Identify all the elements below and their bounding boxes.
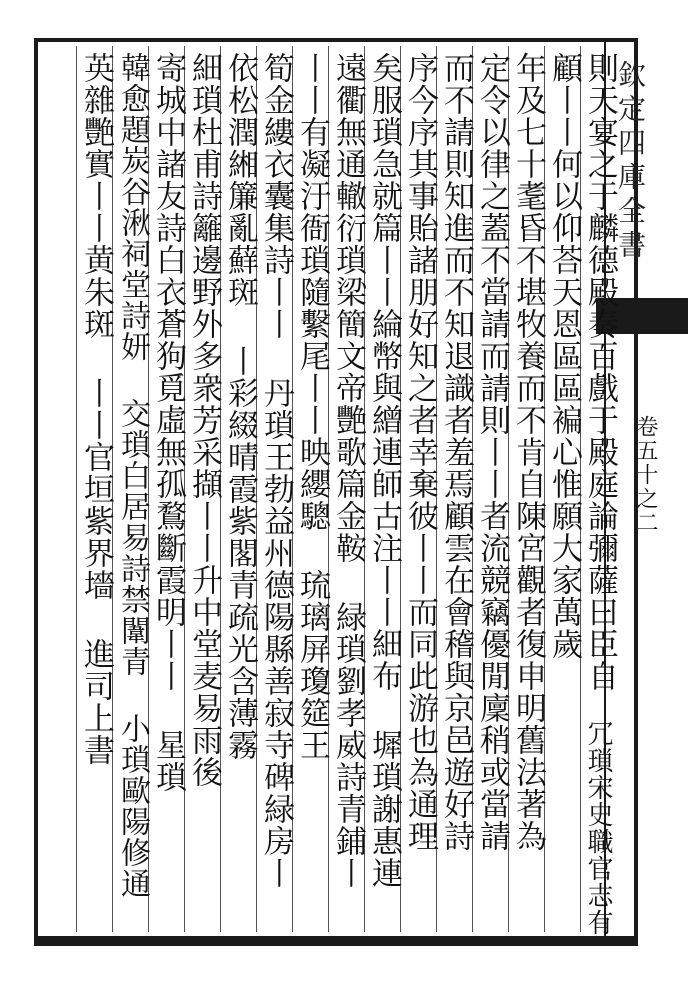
book-title: 欽定四庫全書 [614, 60, 647, 264]
volume-label: 卷五十之二 [633, 415, 658, 535]
text-column-4: 定令以律之蓋不當請而請則丨丨者流競竊優閒廩稍或當請 [474, 52, 510, 852]
text-column-2: 顧丨丨何以仰荅天恩區區褊心惟願大家萬歲 [546, 52, 582, 660]
text-column-5: 而不請則知進而不知退識者羞焉顧雲在會稽與京邑遊好詩 [438, 52, 474, 852]
text-column-6: 序今序其事貽諸朋好知之者幸棄彼丨丨而同此游也為通理 [402, 52, 438, 852]
text-column-14: 韓愈題炭谷湫祠堂詩妍 交瑣白居易詩禁闈青 小瑣歐陽修通 [115, 52, 150, 899]
text-column-11: 依松潤緗簾亂蘚斑 丨彩綴晴霞紫閣青疏光含薄霧 [222, 52, 258, 761]
text-column-15: 英雜艷實丨丨黄朱斑 丨丨官垣紫界墻 進司上書 [78, 52, 114, 766]
text-column-13: 寄城中諸友詩白衣蒼狗覓虛無孤鶩斷霞明丨丨 星瑣 [150, 52, 186, 793]
annotation-col7-tail [366, 880, 402, 883]
text-column-12: 細瑣杜甫詩籬邊野外多衆芳采擷丨丨升中堂麦易雨後 [186, 52, 222, 788]
text-column-10: 筍金縷衣囊集詩丨丨 丹瑣王勃益州德陽縣善寂寺碑緑房丨 [258, 52, 294, 889]
text-column-9: 丨丨有凝汙衙瑣隨繫尾丨丨映纓驄 琉璃屏瓊筵王 [294, 52, 330, 761]
text-column-3: 年及七十耄昏不堪牧養而不肯自陳宮觀者復申明舊法著為 [510, 52, 546, 852]
text-column-7: 矣服瑣急就篇丨丨綸幣與繒連師古注丨丨細布 墀瑣謝惠連 [366, 52, 402, 889]
annotation-col1: 冗瑣宋史職官志有 [583, 720, 613, 936]
text-column-1: 則天宴之于麟德殿奏百戲于殿庭論彌薩曰臣自 [582, 52, 618, 692]
column-rule [76, 46, 77, 932]
bottom-border [34, 940, 638, 946]
annotation-col7-mid [366, 210, 402, 226]
text-column-8: 遠衢無通轍衍瑣梁簡文帝艷歌篇金鞍 緑瑣劉孝威詩青鋪丨 [330, 52, 366, 889]
